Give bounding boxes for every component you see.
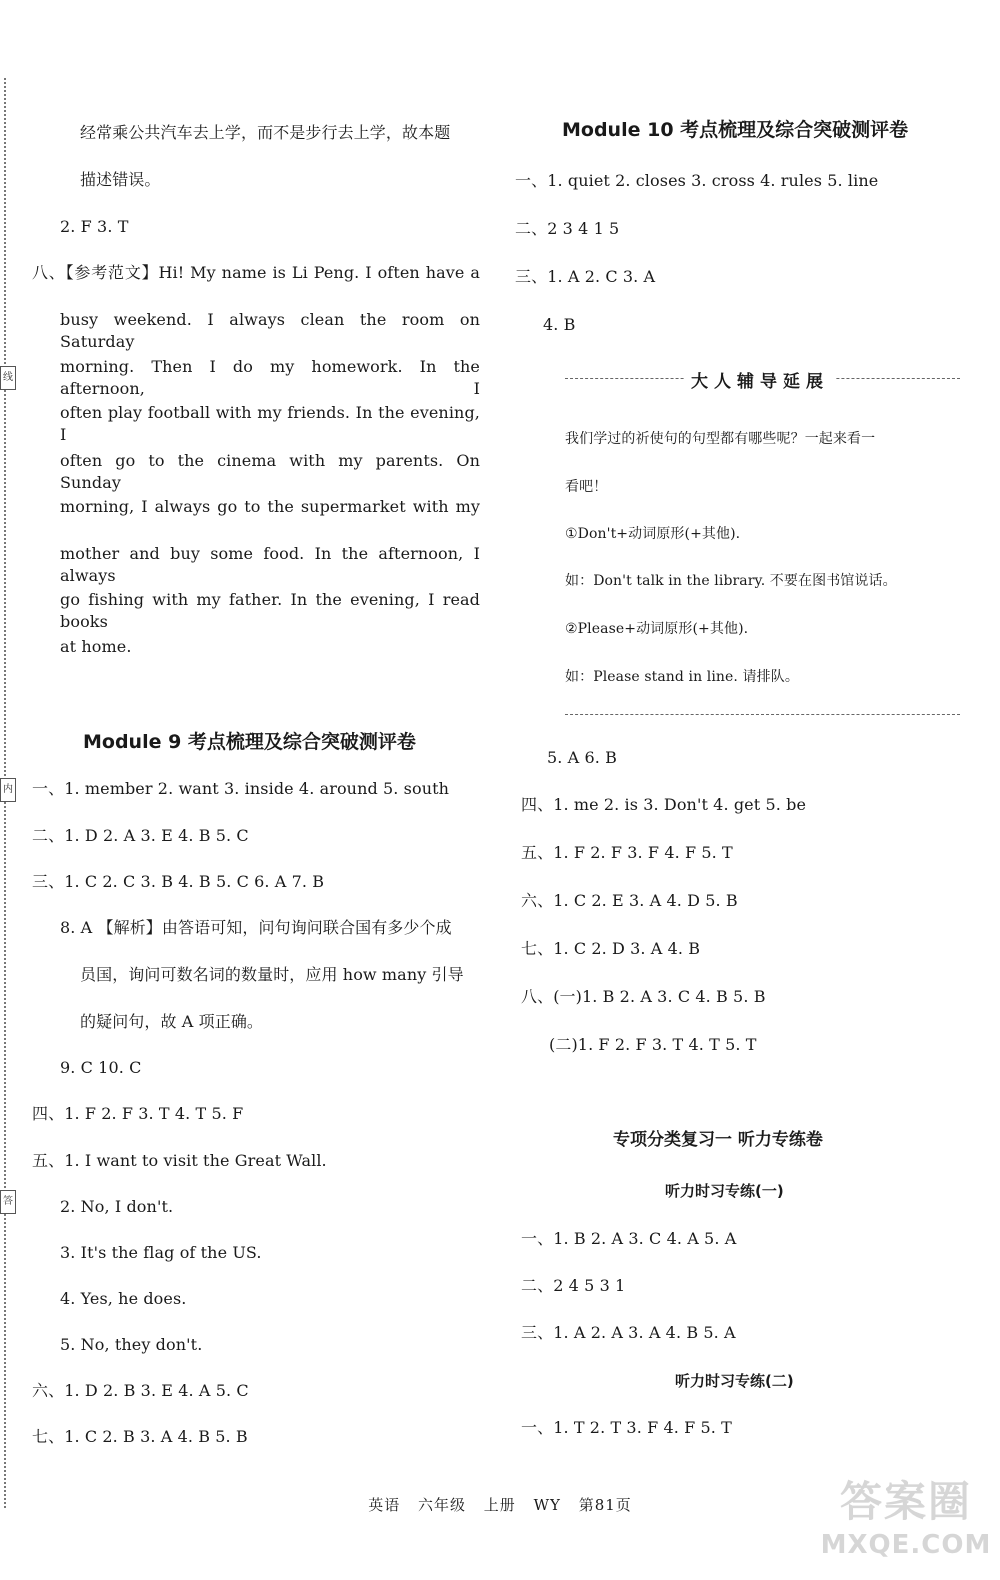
module9-title: Module 9 考点梳理及综合突破测评卷 <box>83 731 416 753</box>
answer-line: 的疑问句，故 A 项正确。 <box>80 1012 264 1031</box>
binding-mark-3: 答 <box>0 1190 16 1214</box>
answer-line: 七、1. C 2. B 3. A 4. B 5. B <box>32 1427 248 1446</box>
answer-line: 员国，询问可数名词的数量时，应用 how many 引导 <box>80 965 464 984</box>
watermark-seal: 答案圈 <box>839 1477 972 1526</box>
answer-line: 六、1. C 2. E 3. A 4. D 5. B <box>521 891 738 910</box>
essay-line: busy weekend. I always clean the room on Saturday <box>60 310 480 351</box>
answer-line: 八、(一)1. B 2. A 3. C 4. B 5. B <box>521 987 766 1006</box>
footer-edition: WY <box>533 1496 561 1514</box>
answer-line: 5. No, they don't. <box>60 1335 203 1354</box>
answer-line: 二、1. D 2. A 3. E 4. B 5. C <box>32 826 249 845</box>
watermark-url: MXQE.COM <box>820 1530 992 1560</box>
box-line: 如：Don't talk in the library. 不要在图书馆说话。 <box>565 573 897 589</box>
text-line: 描述错误。 <box>80 170 161 189</box>
footer-subject: 英语 <box>368 1496 401 1514</box>
answer-line: 三、1. A 2. C 3. A <box>515 267 656 286</box>
box-line: ②Please+动词原形(+其他). <box>565 621 749 637</box>
answer-line: (二)1. F 2. F 3. T 4. T 5. T <box>549 1035 757 1054</box>
text-line: 经常乘公共汽车去上学，而不是步行去上学，故本题 <box>80 123 451 142</box>
essay-line: morning. Then I do my homework. In the afternoon, I <box>60 357 480 398</box>
essay-line: go fishing with my father. In the evening, I read books <box>60 590 480 631</box>
tutoring-extension-box <box>565 372 960 718</box>
review-title: 专项分类复习一 听力专练卷 <box>613 1130 823 1150</box>
answer-line: 一、1. member 2. want 3. inside 4. around 5. south <box>32 779 450 798</box>
answer-line: 4. B <box>543 315 576 334</box>
answer-line: 3. It's the flag of the US. <box>60 1243 262 1262</box>
essay-line: mother and buy some food. In the afternoon, I always <box>60 544 480 585</box>
answer-line: 五、1. F 2. F 3. F 4. F 5. T <box>521 843 733 862</box>
listening-practice-1-title: 听力时习专练(一) <box>665 1182 784 1200</box>
essay-line: often play football with my friends. In the evening, I <box>60 403 480 444</box>
box-title: 大人辅导延展 <box>685 367 835 392</box>
answer-line: 4. Yes, he does. <box>60 1289 187 1308</box>
answer-line: 六、1. D 2. B 3. E 4. A 5. C <box>32 1381 249 1400</box>
module10-title: Module 10 考点梳理及综合突破测评卷 <box>562 119 909 141</box>
answer-line: 三、1. C 2. C 3. B 4. B 5. C 6. A 7. B <box>32 872 325 891</box>
answer-line: 5. A 6. B <box>547 748 618 767</box>
box-bottom-dashed-rule <box>565 714 960 715</box>
essay-line: morning, I always go to the supermarket with my <box>60 497 480 516</box>
essay-line: 八、【参考范文】Hi! My name is Li Peng. I often have a <box>32 263 480 282</box>
footer-page-number: 第81页 <box>578 1496 632 1514</box>
answer-line: 二、2 3 4 1 5 <box>515 219 620 238</box>
listening-practice-2-title: 听力时习专练(二) <box>675 1372 794 1390</box>
answer-line: 9. C 10. C <box>60 1058 142 1077</box>
answer-line: 四、1. me 2. is 3. Don't 4. get 5. be <box>521 795 807 814</box>
answer-line: 七、1. C 2. D 3. A 4. B <box>521 939 701 958</box>
binding-mark-2: 内 <box>0 778 16 802</box>
box-line: 我们学过的祈使句的句型都有哪些呢？一起来看一 <box>565 431 876 447</box>
answer-line: 2. No, I don't. <box>60 1197 174 1216</box>
text-line: 2. F 3. T <box>60 217 129 236</box>
answer-line: 五、1. I want to visit the Great Wall. <box>32 1151 327 1170</box>
answer-line: 一、1. B 2. A 3. C 4. A 5. A <box>521 1229 737 1248</box>
answer-line: 二、2 4 5 3 1 <box>521 1276 626 1295</box>
answer-line: 8. A 【解析】由答语可知，问句询问联合国有多少个成 <box>60 918 452 937</box>
box-line: 如：Please stand in line. 请排队。 <box>565 669 799 685</box>
footer-volume: 上册 <box>483 1496 516 1514</box>
footer-grade: 六年级 <box>418 1496 467 1514</box>
answer-line: 四、1. F 2. F 3. T 4. T 5. F <box>32 1104 244 1123</box>
answer-line: 三、1. A 2. A 3. A 4. B 5. A <box>521 1323 736 1342</box>
box-line: ①Don't+动词原形(+其他). <box>565 526 741 542</box>
box-line: 看吧！ <box>565 479 608 495</box>
essay-line: often go to the cinema with my parents. On Sunday <box>60 451 480 492</box>
watermark-logo <box>816 1474 996 1574</box>
binding-mark-1: 线 <box>0 366 16 390</box>
answer-line: 一、1. T 2. T 3. F 4. F 5. T <box>521 1418 732 1437</box>
answer-line: 一、1. quiet 2. closes 3. cross 4. rules 5. line <box>515 171 879 190</box>
essay-line: at home. <box>60 637 132 656</box>
